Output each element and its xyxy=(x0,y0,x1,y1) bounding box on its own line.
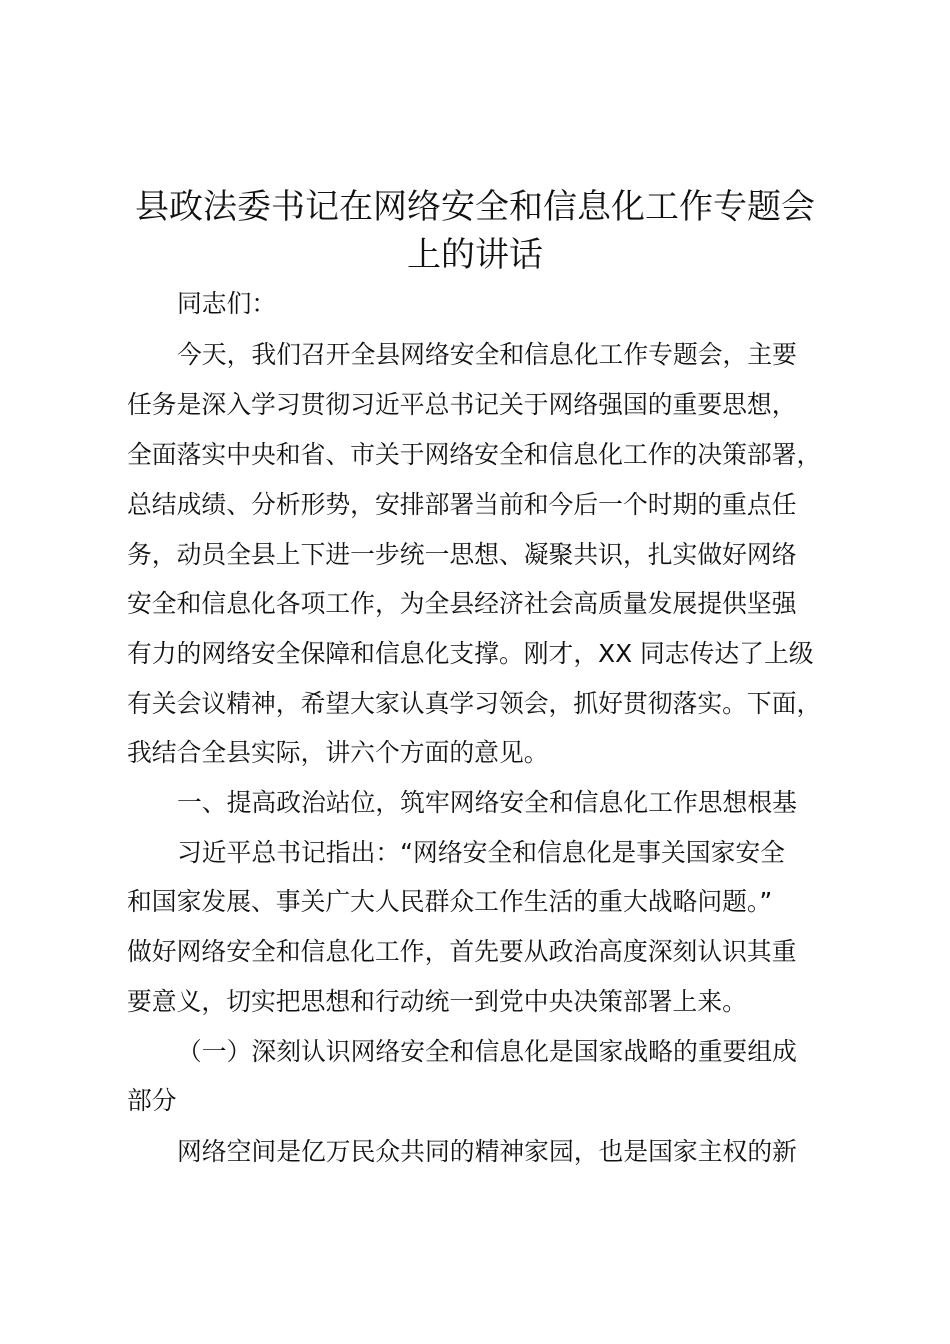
paragraph-line: 全面落实中央和省、市关于网络安全和信息化工作的决策部署， xyxy=(127,440,822,469)
paragraph-line: 今天，我们召开全县网络安全和信息化工作专题会，主要 xyxy=(177,340,797,369)
paragraph-line: 要意义，切实把思想和行动统一到党中央决策部署上来。 xyxy=(127,987,747,1016)
paragraph-line: 做好网络安全和信息化工作，首先要从政治高度深刻认识其重 xyxy=(127,937,797,966)
paragraph-line: 务，动员全县上下进一步统一思想、凝聚共识，扎实做好网络 xyxy=(127,540,797,569)
paragraph-line: 习近平总书记指出：“网络安全和信息化是事关国家安全 xyxy=(177,838,785,867)
subsection-heading-1-continued: 部分 xyxy=(127,1086,177,1115)
paragraph-line: 安全和信息化各项工作，为全县经济社会高质量发展提供坚强 xyxy=(127,589,797,618)
paragraph-line: 任务是深入学习贯彻习近平总书记关于网络强国的重要思想， xyxy=(127,390,797,419)
paragraph-line: 有力的网络安全保障和信息化支撑。刚才，XX 同志传达了上级 xyxy=(127,639,814,668)
salutation: 同志们： xyxy=(177,289,277,318)
subsection-heading-1: （一）深刻认识网络安全和信息化是国家战略的重要组成 xyxy=(177,1037,797,1066)
paragraph-line: 网络空间是亿万民众共同的精神家园，也是国家主权的新 xyxy=(177,1137,797,1166)
section-heading-1: 一、提高政治站位，筑牢网络安全和信息化工作思想根基 xyxy=(177,788,797,817)
paragraph-line: 我结合全县实际，讲六个方面的意见。 xyxy=(127,738,549,767)
document-title-line-2: 上的讲话 xyxy=(407,235,543,275)
document-title-line-1: 县政法委书记在网络安全和信息化工作专题会 xyxy=(135,187,815,227)
paragraph-line: 总结成绩、分析形势，安排部署当前和今后一个时期的重点任 xyxy=(127,490,797,519)
paragraph-line: 和国家发展、事关广大人民群众工作生活的重大战略问题。” xyxy=(127,887,773,916)
paragraph-line: 有关会议精神，希望大家认真学习领会，抓好贯彻落实。下面， xyxy=(127,689,822,718)
